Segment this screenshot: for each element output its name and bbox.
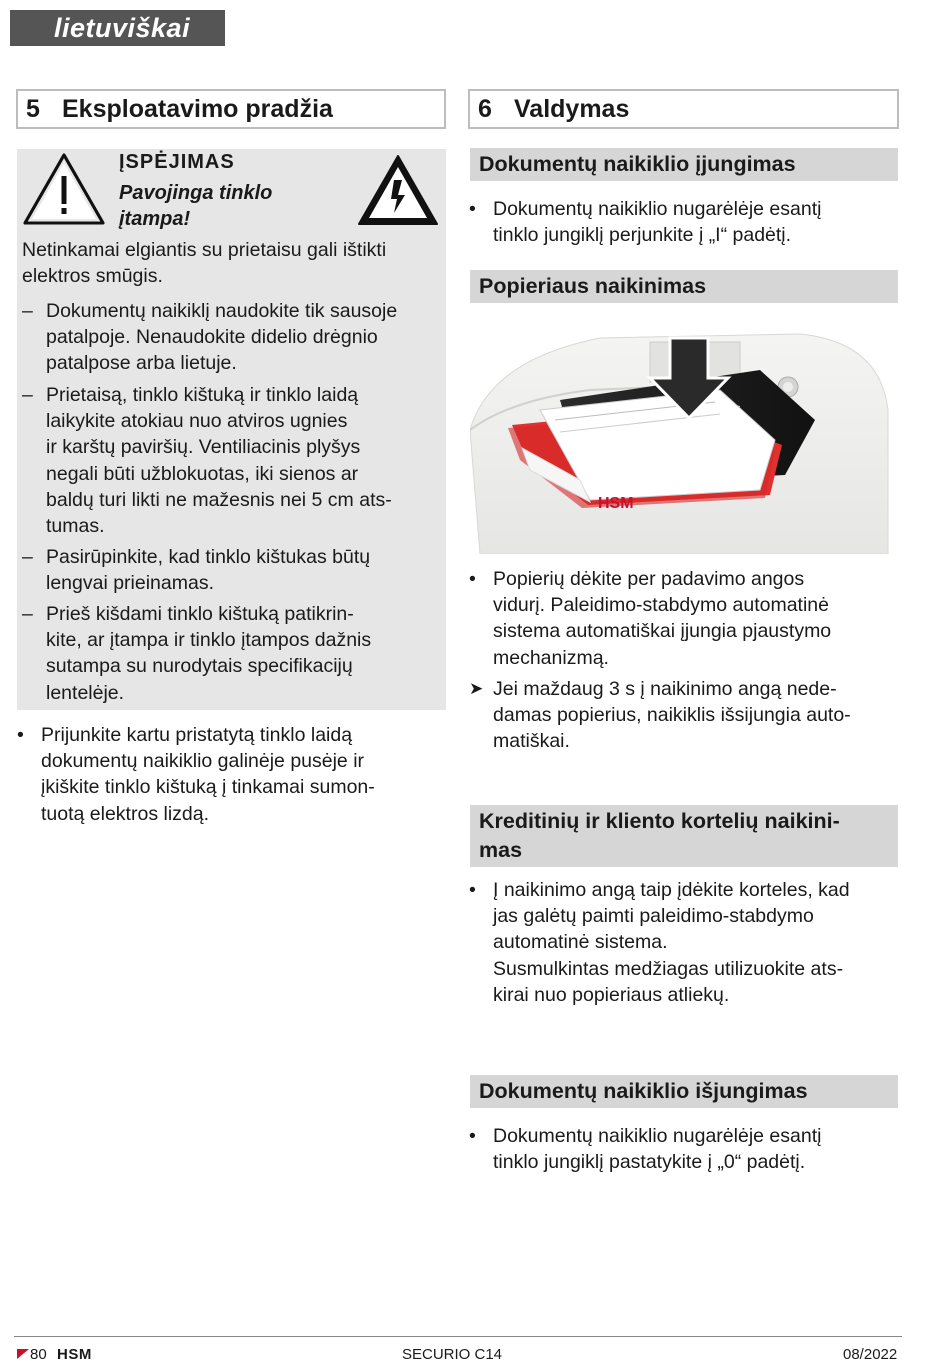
text-line: patalpose arba lietuje. [46,352,237,375]
text-line: dokumentų naikiklio galinėje pusėje ir [41,750,365,773]
text-line: Prijunkite kartu pristatytą tinklo laidą [41,724,353,746]
text-line: Susmulkintas medžiagas utilizuokite ats- [493,957,844,980]
bullet-marker: • [17,724,24,746]
bullet-item [469,566,897,671]
subheading-card-shredding [470,805,898,867]
warning-triangle-icon [22,152,106,226]
model-name: SECURIO C14 [402,1346,503,1363]
red-flag-icon [17,1349,29,1359]
warning-subtitle-line: Pavojinga tinklo [119,182,273,204]
shredder-photo [470,320,898,554]
text-line: sutampa su nurodytais specifikacijų [46,655,353,678]
dash-marker: – [22,603,33,625]
text-line: Dokumentų naikiklio nugarėlėje esantį [493,198,822,220]
text-line: kite, ar įtampa ir tinklo įtampos dažnis [46,629,372,652]
section-number: 6 [478,95,492,123]
text-line: tinklo jungiklį pastatykite į „0“ padėtį. [493,1151,806,1174]
text-line: Į naikinimo angą taip įdėkite korteles, kad [493,879,850,901]
dash-marker: – [22,546,33,568]
text-line: Prietaisą, tinklo kištuką ir tinklo laidą [46,384,359,406]
text-line: Jei maždaug 3 s į naikinimo angą nede- [493,678,837,700]
text-line: baldų turi likti ne mažesnis nei 5 cm ats- [46,488,392,511]
text-line: Prieš kišdami tinklo kištuką patikrin- [46,603,354,625]
warning-subtitle [119,180,272,232]
result-item [469,676,897,755]
subheading-shredding-paper: Popieriaus naikinimas [470,270,898,303]
date: 08/2022 [843,1346,898,1363]
text-line: Pasirūpinkite, kad tinklo kištukas būtų [46,546,371,568]
text-line: laikykite atokiau nuo atviros ugnies [46,410,348,433]
text-line: tinklo jungiklį perjunkite į „I“ padėtį. [493,224,792,247]
bullet-marker: • [469,1125,476,1147]
warning-subtitle-line: įtampa! [119,208,191,230]
warning-list-item [22,298,442,377]
bullet-item [469,877,897,1008]
result-arrow-icon: ➤ [469,679,484,698]
text-line: elektros smūgis. [22,265,163,288]
language-tab: lietuviškai [10,10,225,46]
text-line: vidurį. Paleidimo-stabdymo automatinė [493,594,829,617]
text-line: ir karštų paviršių. Ventiliacinis plyšys [46,436,361,459]
text-line: Dokumentų naikiklio nugarėlėje esantį [493,1125,822,1147]
bullet-item [469,1123,897,1175]
bullet-marker: • [469,879,476,901]
footer-divider [14,1336,902,1337]
text-line: įkiškite tinklo kištuką į tinkamai sumon- [41,776,375,799]
text-line: Dokumentų naikiklį naudokite tik sausoje [46,300,398,322]
text-line: sistema automatiškai įjungia pjaustymo [493,620,832,643]
text-line: Popierių dėkite per padavimo angos [493,568,805,590]
text-line: tuotą elektros lizdą. [41,802,210,825]
warning-list-item [22,601,442,706]
text-line: lengvai prieinamas. [46,572,215,595]
section-number: 5 [26,95,40,123]
text-line: negali būti užblokuotas, iki sienos ar [46,462,359,485]
text-line: jas galėtų paimti paleidimo-stabdymo [493,905,814,928]
hsm-logo: HSM [57,1346,92,1363]
section-title: Eksploatavimo pradžia [62,95,333,123]
text-line: mechanizmą. [493,646,609,669]
bullet-marker: • [469,568,476,590]
bullet-marker: • [469,198,476,220]
text-line: automatinė sistema. [493,931,668,954]
subheading-line: mas [479,838,523,862]
section-6-heading [468,89,899,129]
text-line: tumas. [46,515,105,538]
subheading-line: Kreditinių ir kliento kortelių naikini- [479,809,840,833]
text-line: matiškai. [493,730,570,753]
warning-label: ĮSPĖJIMAS [119,151,235,173]
dash-marker: – [22,300,33,322]
subheading-switch-on: Dokumentų naikiklio įjungimas [470,148,898,181]
section-title: Valdymas [514,95,630,123]
subheading-switch-off: Dokumentų naikiklio išjungimas [470,1075,898,1108]
warning-list-item [22,544,442,596]
text-line: kirai nuo popieriaus atliekų. [493,983,730,1006]
warning-list-item [22,382,442,539]
text-line: damas popierius, naikiklis išsijungia auto- [493,704,851,727]
warning-intro [22,237,386,289]
text-line: patalpoje. Nenaudokite didelio drėgnio [46,326,378,349]
dash-marker: – [22,384,33,406]
high-voltage-icon [356,153,440,228]
bullet-item [469,196,897,248]
text-line: Netinkamai elgiantis su prietaisu gali ištikti [22,239,387,261]
bullet-item [17,722,442,827]
page-number: 80 [30,1346,47,1363]
photo-brand: HSM [598,495,634,512]
text-line: lentelėje. [46,681,125,704]
section-5-heading [16,89,446,129]
